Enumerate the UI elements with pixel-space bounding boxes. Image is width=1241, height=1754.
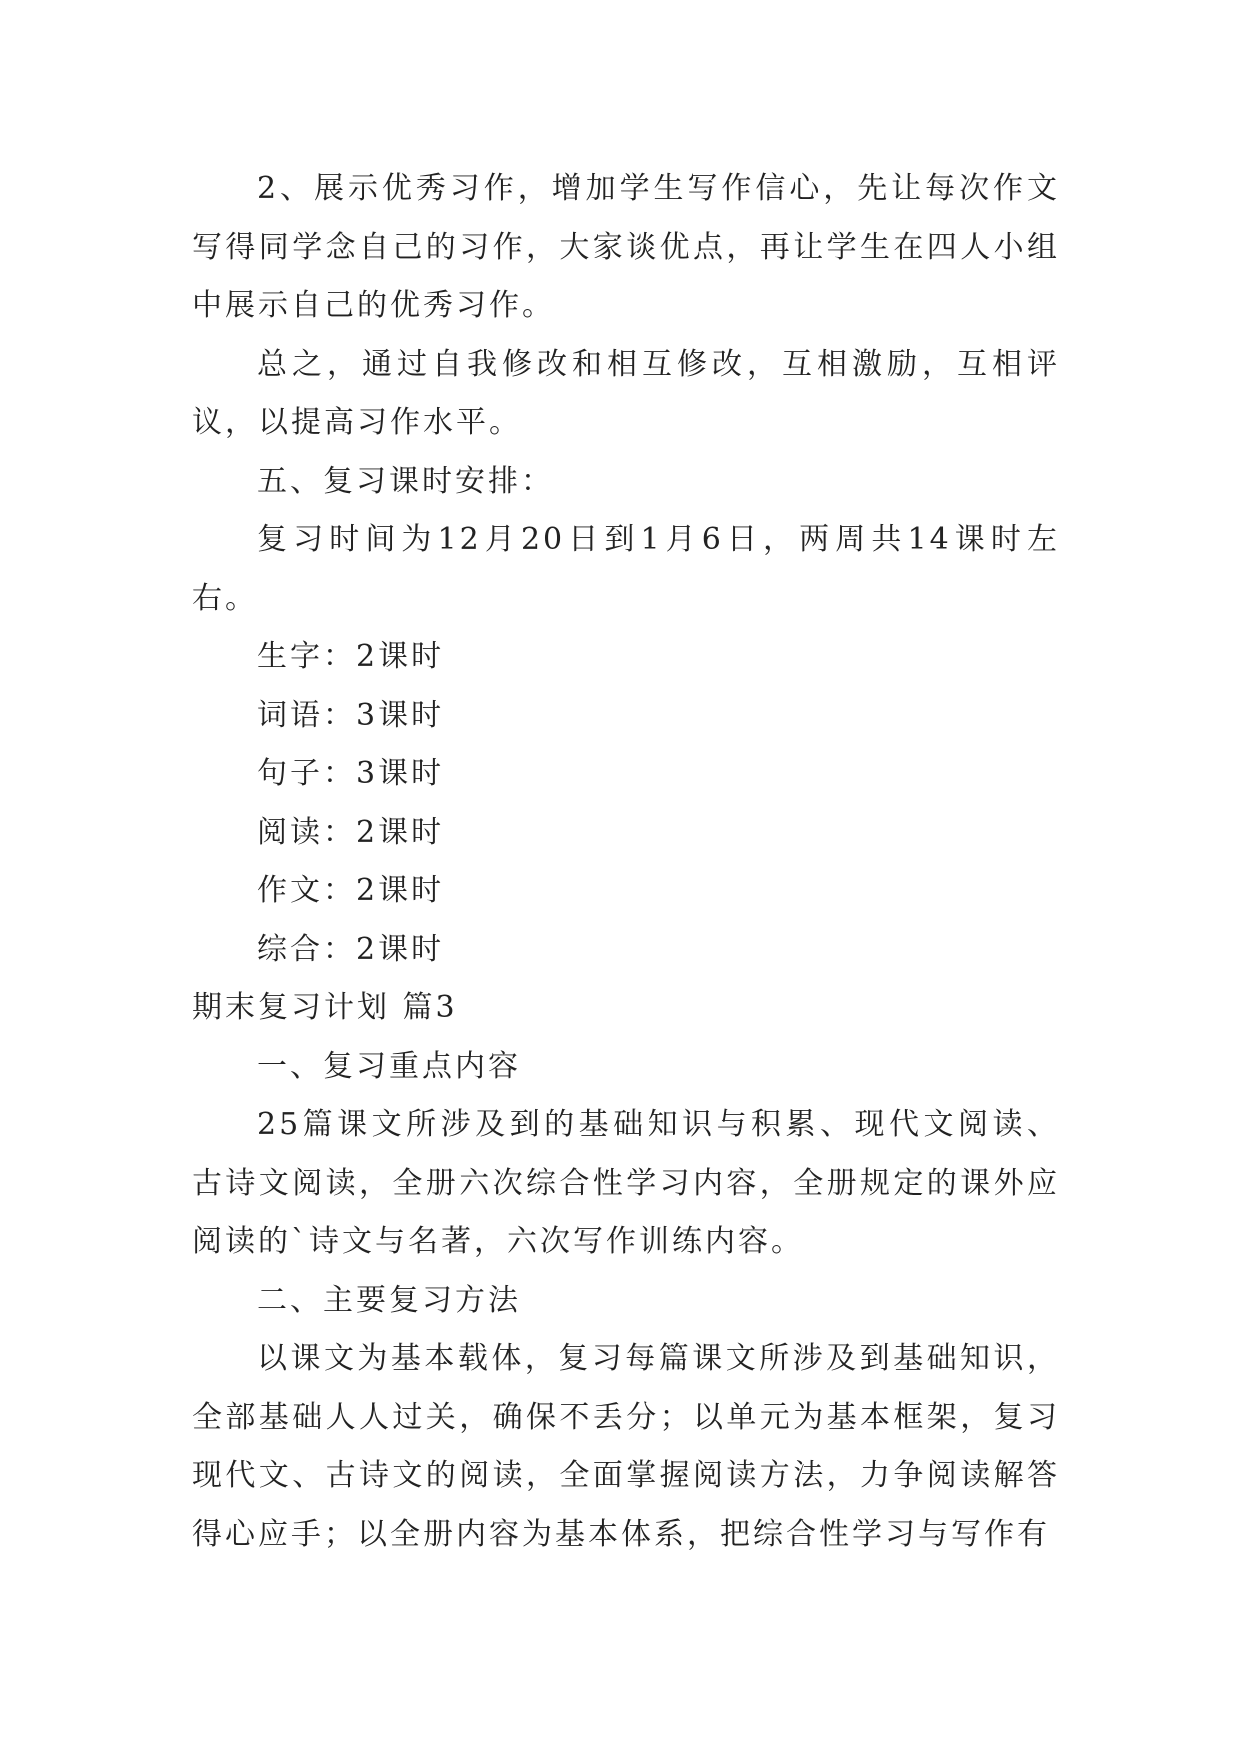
- article-title: 期末复习计划 篇3: [192, 990, 458, 1025]
- schedule-item-words: 词语：3课时: [257, 697, 445, 733]
- schedule-item-comprehensive: 综合：2课时: [257, 931, 445, 967]
- section-heading-methods: 二、主要复习方法: [257, 1282, 521, 1318]
- schedule-item-composition: 作文：2课时: [257, 873, 445, 908]
- schedule-item-reading: 阅读：2课时: [257, 814, 445, 850]
- schedule-item-sentences: 句子：3课时: [257, 756, 445, 791]
- section-heading-key-content: 一、复习重点内容: [257, 1048, 521, 1084]
- paragraph-methods: 以课文为基本载体，复习每篇课文所涉及到基础知识，全部基础人人过关，确保不丢分；以单元为基本框架，复习现代文、古诗文的阅读，全面掌握阅读方法，力争阅读解答得心应手；以全册内容为基本体系，把综合性学习与写作有: [192, 1341, 1060, 1552]
- paragraph-summary: 总之，通过自我修改和相互修改，互相激励，互相评议，以提高习作水平。: [192, 346, 1060, 440]
- document-body: [192, 160, 1060, 1564]
- section-heading-schedule: 五、复习课时安排：: [257, 463, 554, 499]
- paragraph-showcase-writing: 2、展示优秀习作，增加学生写作信心，先让每次作文写得同学念自己的习作，大家谈优点，再让学生在四人小组中展示自己的优秀习作。: [192, 171, 1060, 323]
- paragraph-key-content: 25篇课文所涉及到的基础知识与积累、现代文阅读、古诗文阅读，全册六次综合性学习内容，全册规定的课外应阅读的`诗文与名著，六次写作训练内容。: [192, 1107, 1060, 1259]
- paragraph-review-time: 复习时间为12月20日到1月6日，两周共14课时左右。: [192, 522, 1060, 616]
- schedule-item-characters: 生字：2课时: [257, 639, 445, 674]
